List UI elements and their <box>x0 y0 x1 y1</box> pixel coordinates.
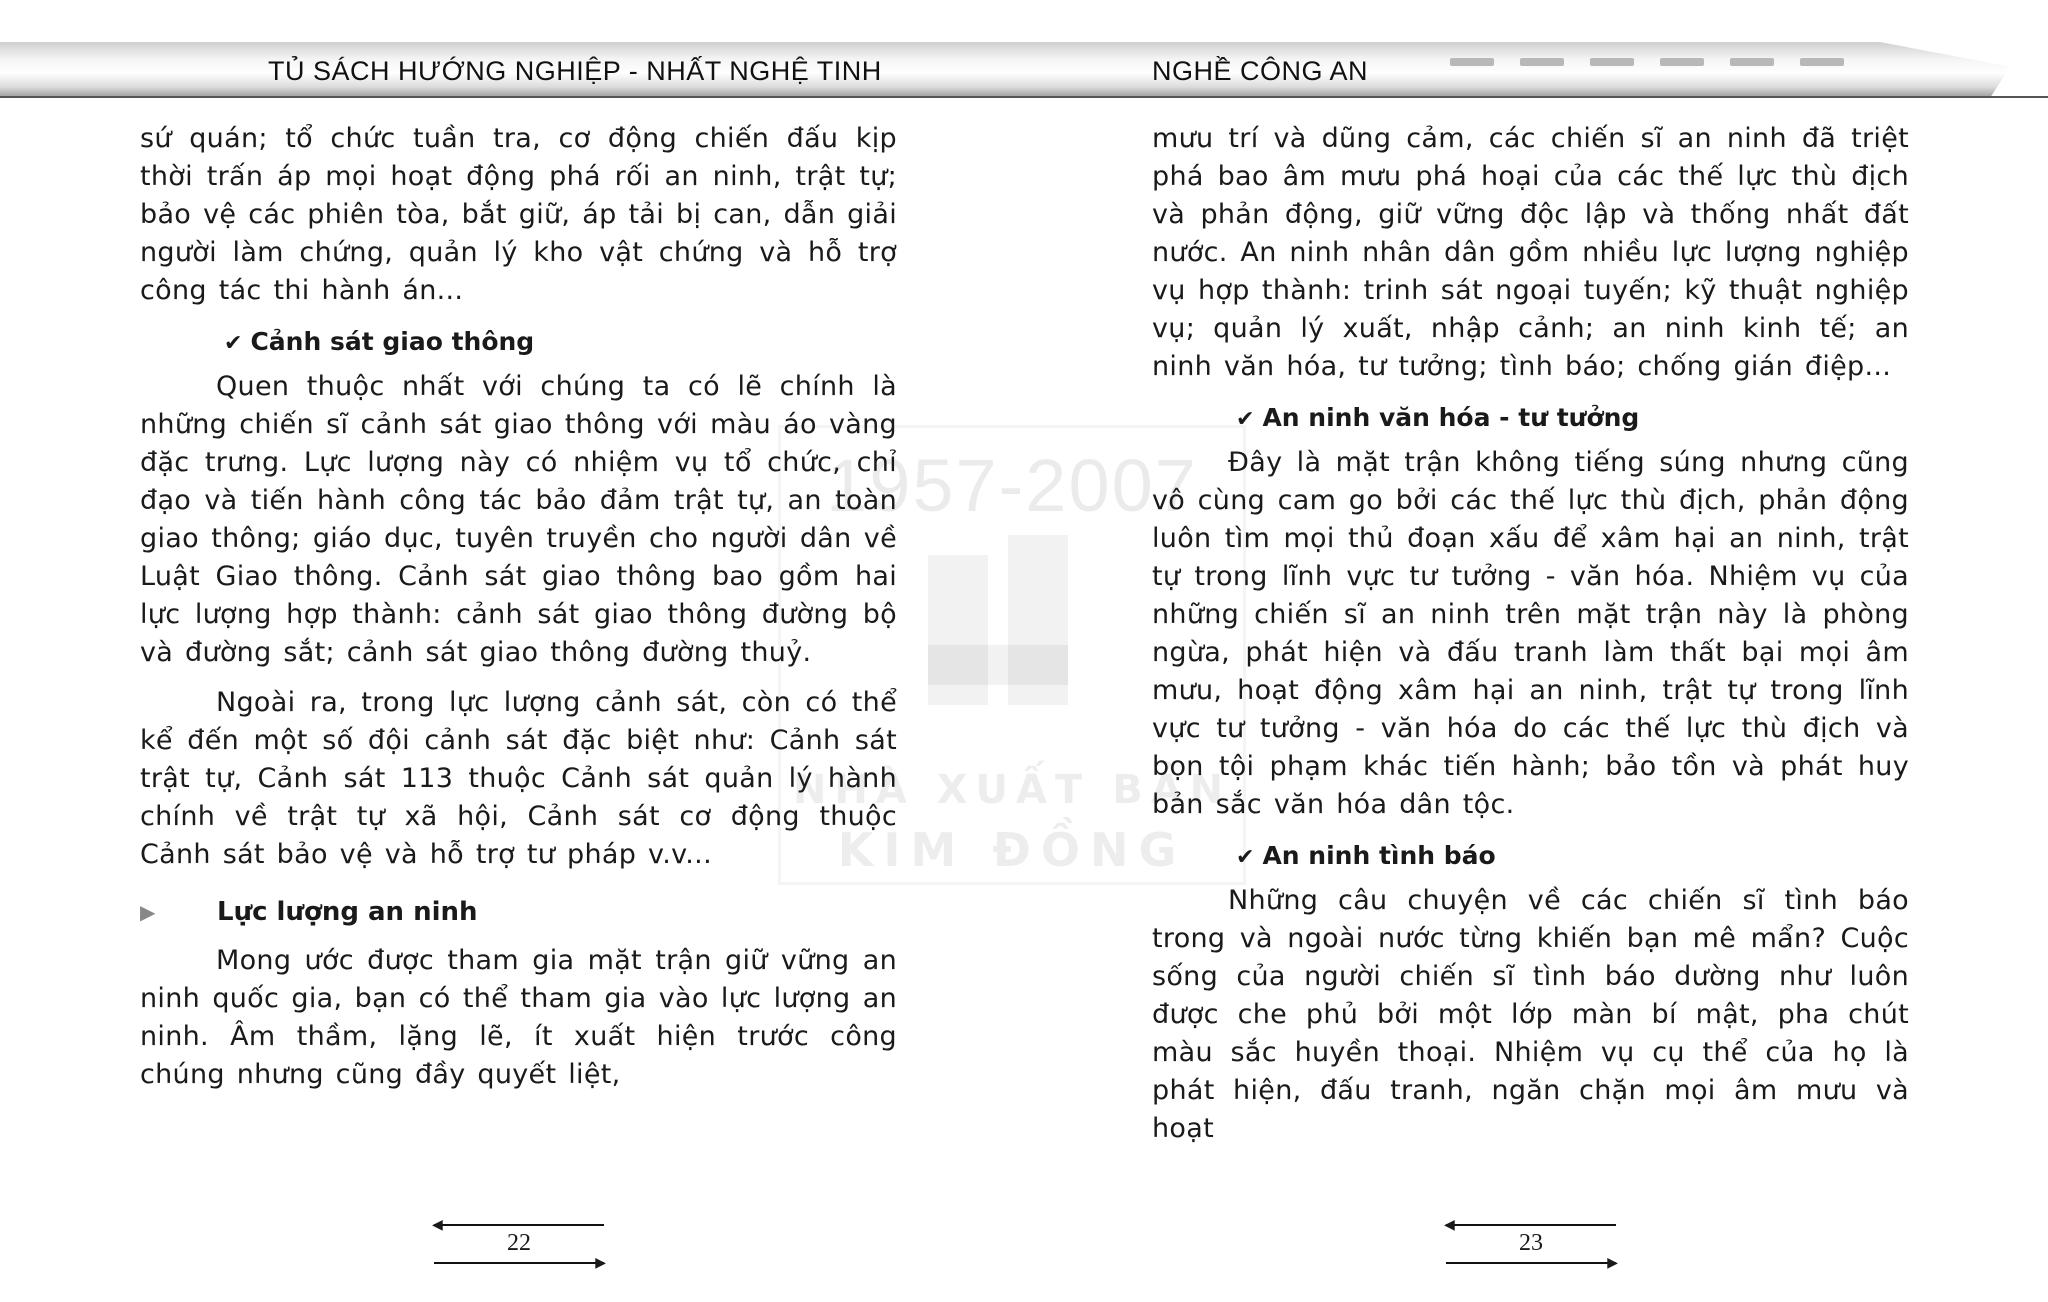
page-number: 22 <box>507 1230 531 1256</box>
body-paragraph: Đây là mặt trận không tiếng súng nhưng cũng vô cùng cam go bởi các thế lực thù địch, phản động luôn tìm mọi thủ đoạn xấu để xâm hại an ninh, trật tự trong lĩnh vực tư tưởng - văn hóa. Nhiệm vụ của những chiến sĩ an ninh trên mặt trận này là phòng ngừa, phát hiện và đấu tranh làm thất bại mọi âm mưu, hoạt động xâm hại an ninh, trật tự trong lĩnh vực tư tưởng - văn hóa do các thế lực thù địch và bọn tội phạm khác tiến hành; bảo tồn và phát huy bản sắc văn hóa dân tộc. <box>1152 447 1909 820</box>
header-decoration <box>1450 58 1900 76</box>
check-icon: ✔ <box>224 331 243 356</box>
subheading-label: An ninh tình báo <box>1262 841 1496 870</box>
subheading <box>1152 836 1909 878</box>
page-number-left <box>434 1218 604 1278</box>
running-head-series: TỦ SÁCH HƯỚNG NGHIỆP - NHẤT NGHỆ TINH <box>268 56 882 86</box>
page-number-right <box>1446 1218 1616 1278</box>
page-number: 23 <box>1519 1230 1543 1256</box>
subheading <box>140 322 897 364</box>
body-paragraph: Ngoài ra, trong lực lượng cảnh sát, còn có thể kể đến một số đội cảnh sát đặc biệt như: Cảnh sát trật tự, Cảnh sát 113 thuộc Cảnh sát quản lý hành chính về trật tự xã hội, Cảnh sát cơ động thuộc Cảnh sát bảo vệ và hỗ trợ tư pháp v.v... <box>140 687 897 870</box>
arrow-left-icon: ◀ <box>432 1217 443 1233</box>
section-heading <box>140 892 897 932</box>
check-icon: ✔ <box>1236 407 1255 432</box>
watermark-publisher-name: KIM ĐỒNG <box>837 823 1187 877</box>
body-paragraph: sứ quán; tổ chức tuần tra, cơ động chiến đấu kịp thời trấn áp mọi hoạt động phá rối an ninh, trật tự; bảo vệ các phiên tòa, bắt giữ, áp tải bị can, dẫn giải người làm chứng, quản lý kho vật chứng và hỗ trợ công tác thi hành án... <box>140 123 897 306</box>
folio-rule <box>434 1224 604 1226</box>
body-paragraph: Những câu chuyện về các chiến sĩ tình báo trong và ngoài nước từng khiến bạn mê mẩn? Cuộc sống của người chiến sĩ tình báo dường như luôn được che phủ bởi một lớp màn bí mật, pha chút màu sắc huyền thoại. Nhiệm vụ cụ thể của họ là phát hiện, đấu tranh, ngăn chặn mọi âm mưu và hoạt <box>1152 885 1909 1144</box>
watermark-logo-block <box>1008 535 1068 705</box>
watermark-logo-block <box>928 645 1068 685</box>
running-head-chapter: NGHỀ CÔNG AN <box>1152 56 1369 86</box>
folio-rule <box>1446 1262 1616 1264</box>
triangle-bullet-icon: ▶ <box>140 900 156 924</box>
left-page <box>140 120 897 1094</box>
folio-rule <box>434 1262 604 1264</box>
arrow-right-icon: ▶ <box>1607 1255 1618 1271</box>
right-page <box>1152 120 1909 1148</box>
body-paragraph: mưu trí và dũng cảm, các chiến sĩ an ninh đã triệt phá bao âm mưu phá hoại của các thế lực thù địch và phản động, giữ vững độc lập và thống nhất đất nước. An ninh nhân dân gồm nhiều lực lượng nghiệp vụ hợp thành: trinh sát ngoại tuyến; kỹ thuật nghiệp vụ; quản lý xuất, nhập cảnh; an ninh kinh tế; an ninh văn hóa, tư tưởng; tình báo; chống gián điệp... <box>1152 123 1909 382</box>
subheading <box>1152 398 1909 440</box>
folio-rule <box>1446 1224 1616 1226</box>
body-paragraph: Mong ước được tham gia mặt trận giữ vững an ninh quốc gia, bạn có thể tham gia vào lực lượng an ninh. Âm thầm, lặng lẽ, ít xuất hiện trước công chúng nhưng cũng đầy quyết liệt, <box>140 945 897 1090</box>
arrow-right-icon: ▶ <box>595 1255 606 1271</box>
body-paragraph: Quen thuộc nhất với chúng ta có lẽ chính là những chiến sĩ cảnh sát giao thông với màu áo vàng đặc trưng. Lực lượng này có nhiệm vụ tổ chức, chỉ đạo và tiến hành công tác bảo đảm trật tự, an toàn giao thông; giáo dục, tuyên truyền cho người dân về Luật Giao thông. Cảnh sát giao thông bao gồm hai lực lượng hợp thành: cảnh sát giao thông đường bộ và đường sắt; cảnh sát giao thông đường thuỷ. <box>140 371 897 668</box>
watermark-years: 1957-2007 <box>826 444 1198 527</box>
watermark-logo-block <box>928 555 988 705</box>
subheading-label: Cảnh sát giao thông <box>250 327 535 356</box>
check-icon: ✔ <box>1236 845 1255 870</box>
subheading-label: An ninh văn hóa - tư tưởng <box>1262 403 1640 432</box>
header-rule <box>0 96 2048 98</box>
watermark-publisher: NHÀ XUẤT BẢN <box>792 767 1232 813</box>
arrow-left-icon: ◀ <box>1444 1217 1455 1233</box>
section-heading-label: Lực lượng an ninh <box>217 897 478 927</box>
